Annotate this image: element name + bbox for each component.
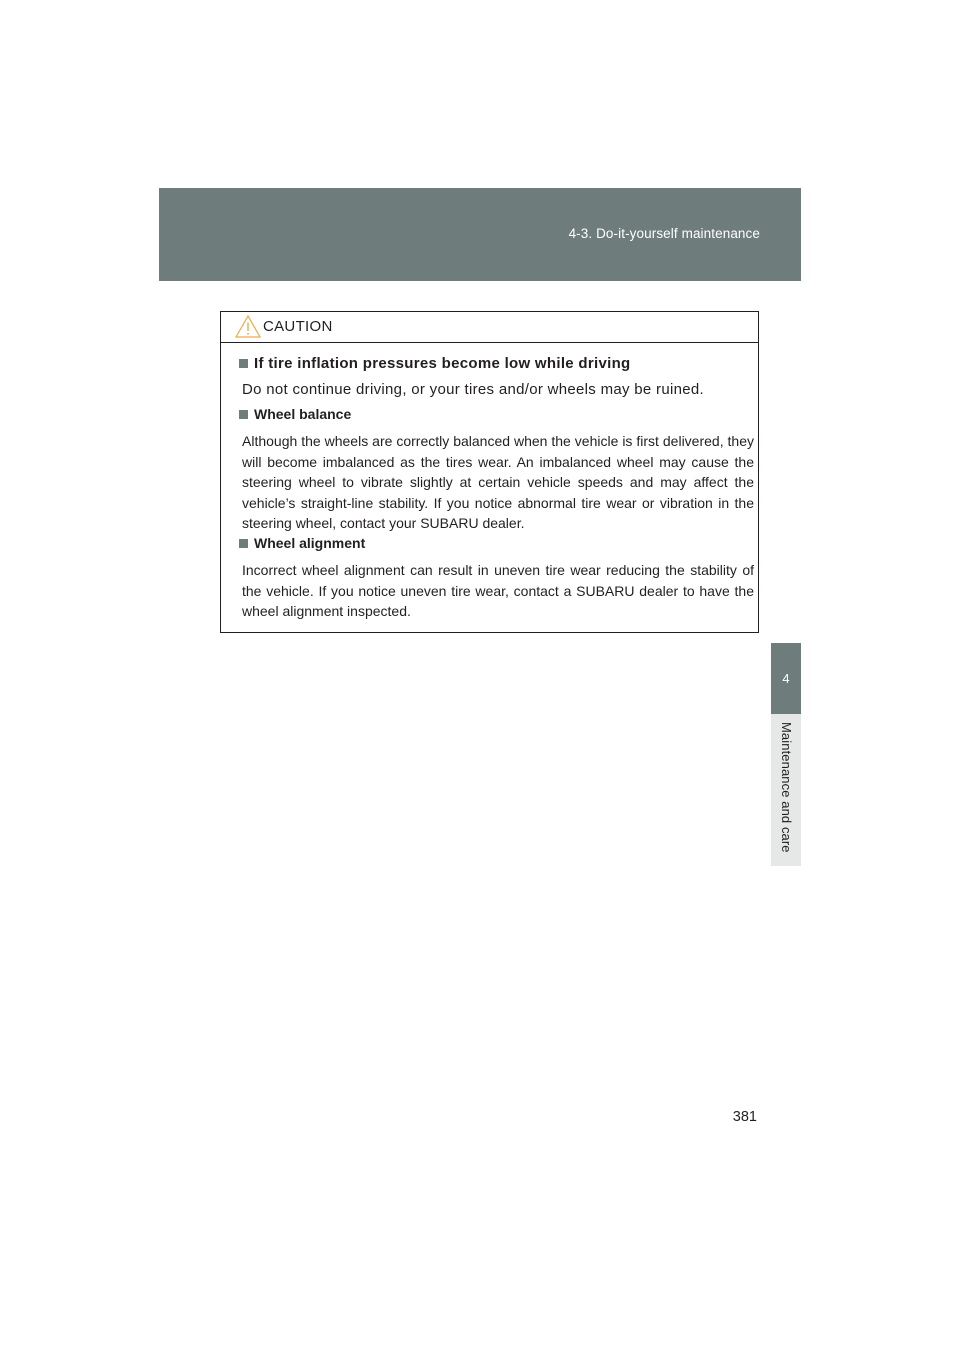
item-title-text: If tire inflation pressures become low while driving (254, 355, 631, 372)
page-number: 381 (732, 1109, 757, 1125)
warning-triangle-icon (234, 314, 262, 339)
caution-box (220, 311, 759, 633)
caution-label: CAUTION (263, 318, 333, 335)
chapter-title-tab (771, 714, 801, 866)
item-title-wheel-alignment (239, 535, 365, 551)
item-body-low-pressure: Do not continue driving, or your tires and/or wheels may be ruined. (242, 381, 704, 398)
caution-header (221, 312, 758, 343)
square-bullet-icon (239, 410, 248, 419)
section-title: 4-3. Do-it-yourself maintenance (568, 226, 760, 241)
header-band (159, 188, 801, 281)
item-title-text: Wheel balance (254, 406, 352, 422)
item-body-wheel-alignment: Incorrect wheel alignment can result in uneven tire wear reducing the stability of the vehicle. If you notice uneven tire wear, contact a SUBARU dealer to have the wheel alignment inspected. (242, 562, 754, 619)
square-bullet-icon (239, 359, 248, 368)
item-title-text: Wheel alignment (254, 535, 366, 551)
item-title-low-pressure (239, 355, 631, 372)
item-body-wheel-balance: Although the wheels are correctly balanced when the vehicle is first delivered, they will become imbalanced as the tires wear. An imbalanced wheel may cause the steering wheel to vibrate slightly at certain vehicle speeds and may affect the vehicle’s straight-line stability. If you notice abnormal tire wear or vibration in the steering wheel, contact your SUBARU dealer. (242, 433, 754, 531)
chapter-title: Maintenance and care (779, 722, 794, 853)
item-title-wheel-balance (239, 406, 351, 422)
chapter-number-tab: 4 (771, 643, 801, 714)
square-bullet-icon (239, 539, 248, 548)
